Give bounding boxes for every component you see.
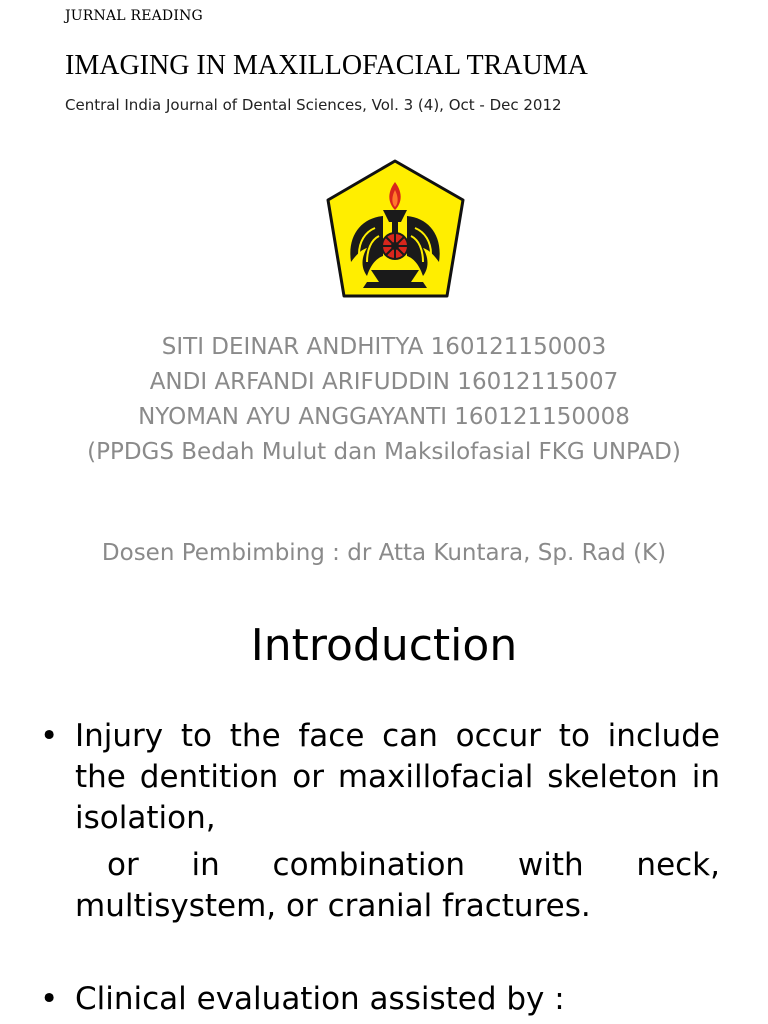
advisor-line: Dosen Pembimbing : dr Atta Kuntara, Sp. Rad (K) xyxy=(101,540,667,566)
bullet-icon: • xyxy=(40,981,59,1017)
university-emblem-icon xyxy=(323,158,468,306)
author-list xyxy=(70,330,698,467)
list-item xyxy=(40,979,720,1020)
section-heading: Introduction xyxy=(250,620,518,671)
bullet-text: Injury to the face can occur to include the dentition or maxillofacial skeleton in isolation, xyxy=(75,718,720,836)
affiliation: (PPDGS Bedah Mulut dan Maksilofasial FKG UNPAD) xyxy=(87,439,681,465)
author-1: SITI DEINAR ANDHITYA 160121150003 xyxy=(161,334,607,360)
bullet-text: Clinical evaluation assisted by : xyxy=(75,981,565,1017)
document-title: IMAGING IN MAXILLOFACIAL TRAUMA xyxy=(65,50,588,81)
list-item xyxy=(40,716,720,927)
bullet-icon: • xyxy=(40,718,59,754)
bullet-continuation: or in combination with neck, multisystem, or cranial fractures. xyxy=(75,847,720,924)
journal-citation: Central India Journal of Dental Sciences, Vol. 3 (4), Oct - Dec 2012 xyxy=(65,96,562,114)
author-3: NYOMAN AYU ANGGAYANTI 160121150008 xyxy=(138,404,630,430)
author-2: ANDI ARFANDI ARIFUDDIN 16012115007 xyxy=(149,369,619,395)
kicker-label: JURNAL READING xyxy=(65,8,203,24)
bullet-list xyxy=(40,716,720,1020)
emblem-base xyxy=(371,270,419,282)
